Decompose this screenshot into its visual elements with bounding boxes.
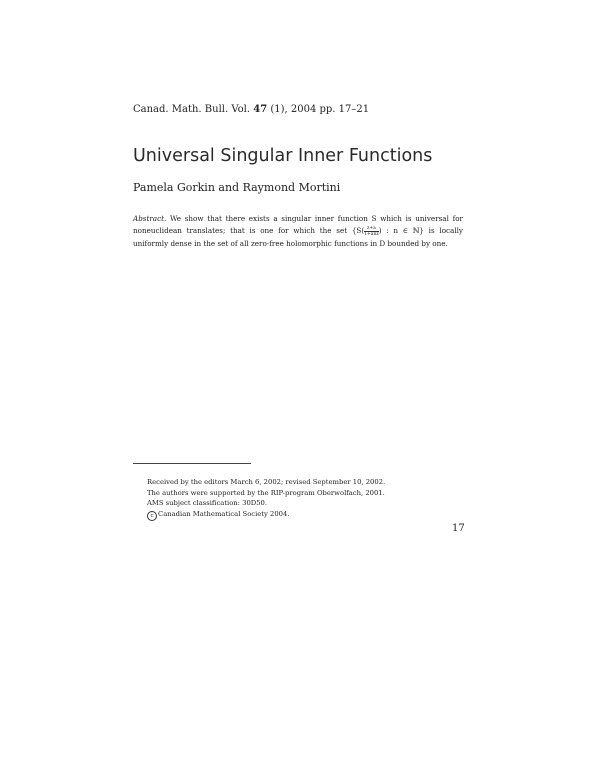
footnote-copyright [147,509,385,521]
footnote-rule [133,463,251,464]
copyright-icon: c [147,511,157,521]
copyright-text: Canadian Mathematical Society 2004. [158,509,290,518]
footnote-received: Received by the editors March 6, 2002; revised September 10, 2002. [147,478,386,486]
journal-reference [133,104,369,115]
abstract-label: Abstract. [133,214,167,223]
abstract-line-2-pre: translates; that is one for which the set {S( [186,226,365,236]
fraction-numerator: z+a [364,226,379,232]
footnote-support: The authors were supported by the RIP-program Oberwolfach, 2001. [147,488,385,497]
footnote-ams: AMS subject classification: 30D50. [147,499,268,507]
abstract-line-1: We show that there exists a singular inner function S which is universal for noneuclidean [133,214,463,236]
volume-number: 47 [253,104,268,115]
abstract-line-2-post: ) : n ∈ ℕ} is locally uniformly dense in the set of all [133,226,463,248]
abstract-line-3: zero-free holomorphic functions in D bounded by one. [251,238,448,248]
abstract-fraction [364,226,379,237]
paper-title: Universal Singular Inner Functions [133,146,433,166]
abstract [133,213,463,250]
journal-suffix: (1), 2004 pp. 17–21 [270,104,370,115]
fraction-denominator: 1+ānz [364,231,379,237]
journal-prefix: Canad. Math. Bull. Vol. [133,104,251,115]
footnotes [147,477,385,521]
authors: Pamela Gorkin and Raymond Mortini [133,181,341,194]
page-number: 17 [452,523,465,534]
